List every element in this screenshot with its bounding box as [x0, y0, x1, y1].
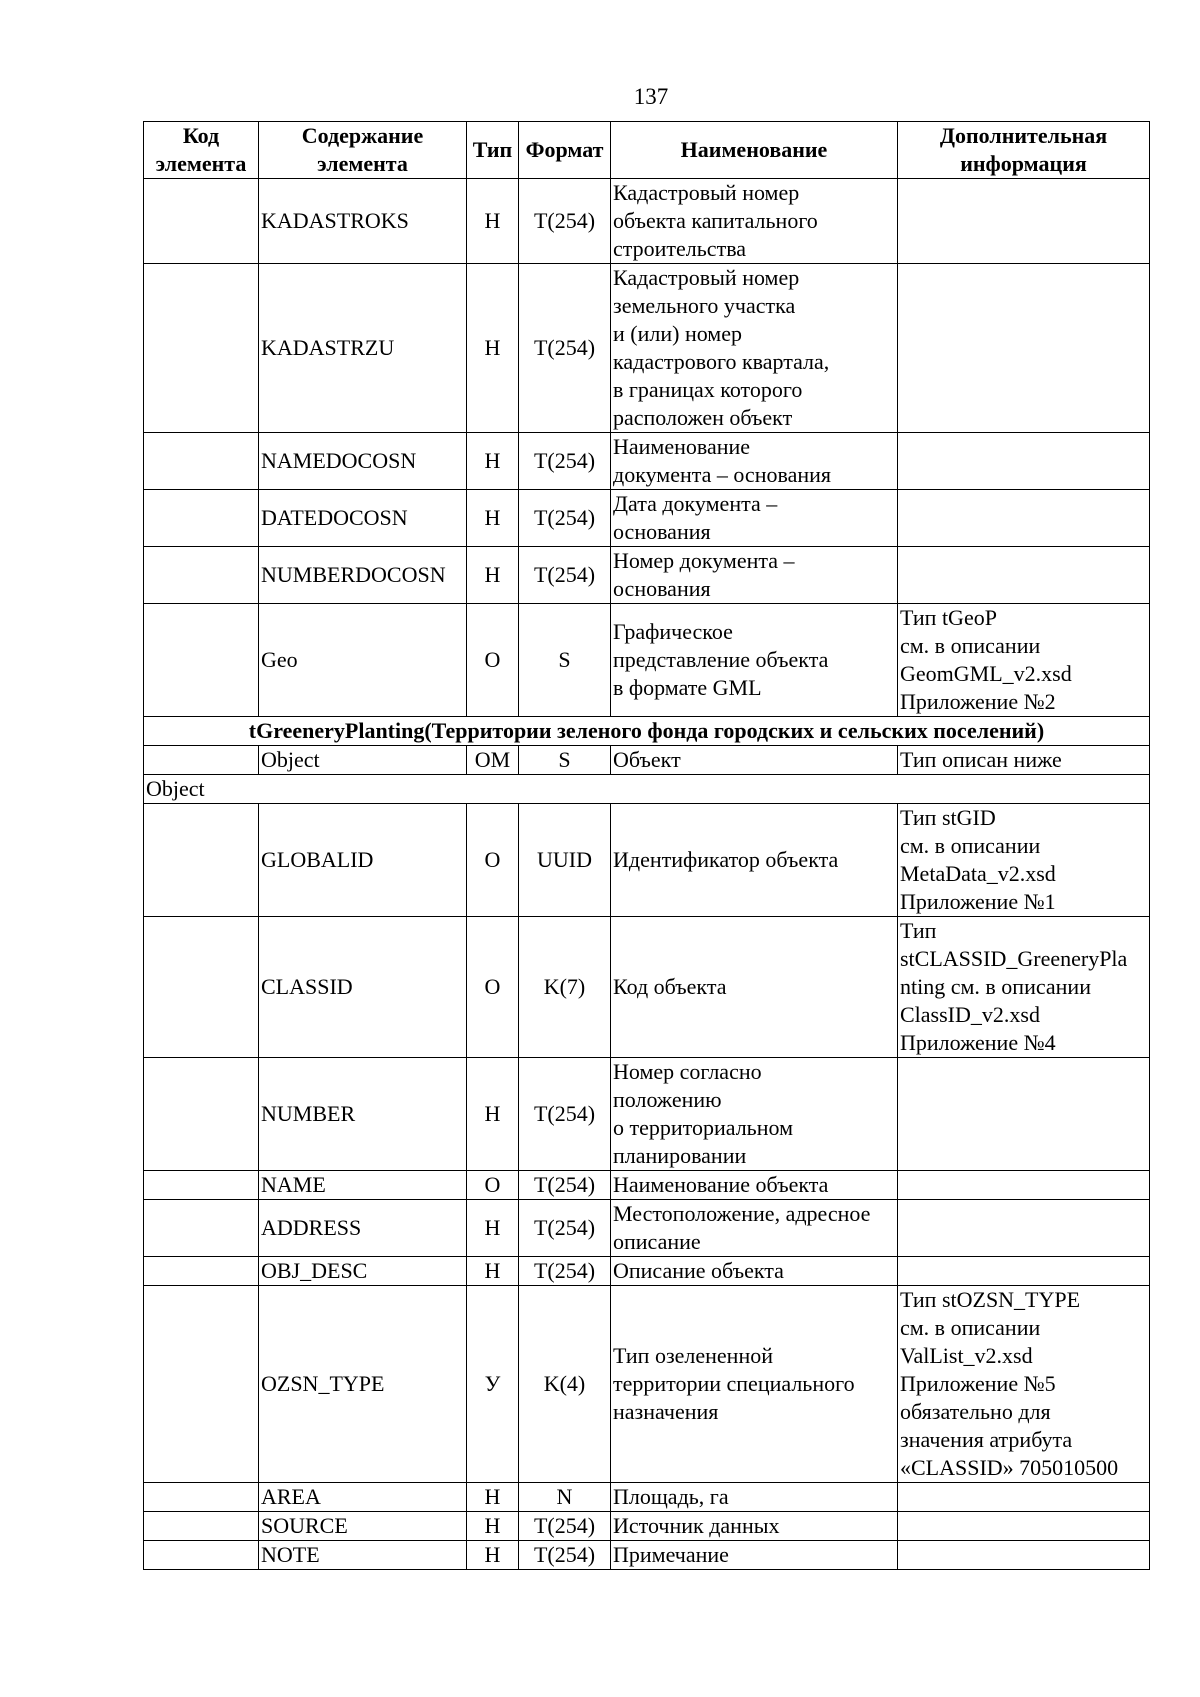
table-row [144, 1286, 1150, 1483]
cell-extra [898, 433, 1150, 490]
cell-content: NAMEDOCOSN [259, 433, 467, 490]
cell-type: Н [467, 1483, 519, 1512]
cell-code [144, 1171, 259, 1200]
table-row [144, 604, 1150, 717]
cell-type: ОМ [467, 746, 519, 775]
cell-content: OZSN_TYPE [259, 1286, 467, 1483]
header-type: Тип [467, 122, 519, 179]
cell-type: Н [467, 264, 519, 433]
cell-format: T(254) [519, 1058, 611, 1171]
cell-extra [898, 1171, 1150, 1200]
cell-format: T(254) [519, 1257, 611, 1286]
cell-type: О [467, 604, 519, 717]
cell-extra [898, 1512, 1150, 1541]
cell-format: T(254) [519, 179, 611, 264]
cell-extra: Тип stGID см. в описании MetaData_v2.xsd Приложение №1 [898, 804, 1150, 917]
spec-table [143, 121, 1150, 1570]
cell-extra [898, 1200, 1150, 1257]
table-row [144, 1058, 1150, 1171]
cell-extra [898, 179, 1150, 264]
cell-code [144, 804, 259, 917]
header-extra: Дополнительная информация [898, 122, 1150, 179]
cell-extra [898, 490, 1150, 547]
cell-content: NUMBERDOCOSN [259, 547, 467, 604]
subheader: Object [144, 775, 1150, 804]
table-row [144, 1171, 1150, 1200]
cell-code [144, 1483, 259, 1512]
cell-format: T(254) [519, 264, 611, 433]
cell-format: T(254) [519, 433, 611, 490]
header-name: Наименование [611, 122, 898, 179]
cell-name: Графическое представление объекта в формате GML [611, 604, 898, 717]
cell-code [144, 1286, 259, 1483]
table-row [144, 1200, 1150, 1257]
cell-name: Площадь, га [611, 1483, 898, 1512]
cell-type: О [467, 1171, 519, 1200]
cell-extra: Тип stCLASSID_GreeneryPla nting см. в описании ClassID_v2.xsd Приложение №4 [898, 917, 1150, 1058]
cell-content: DATEDOCOSN [259, 490, 467, 547]
table-row [144, 917, 1150, 1058]
cell-type: Н [467, 490, 519, 547]
cell-format: N [519, 1483, 611, 1512]
cell-content: NUMBER [259, 1058, 467, 1171]
cell-format: S [519, 746, 611, 775]
cell-format: T(254) [519, 1171, 611, 1200]
cell-content: CLASSID [259, 917, 467, 1058]
cell-type: Н [467, 1200, 519, 1257]
cell-code [144, 746, 259, 775]
cell-name: Тип озелененной территории специального назначения [611, 1286, 898, 1483]
cell-extra [898, 1058, 1150, 1171]
cell-format: S [519, 604, 611, 717]
table-row [144, 804, 1150, 917]
header-code: Код элемента [144, 122, 259, 179]
section-title-row [144, 717, 1150, 746]
header-content: Содержание элемента [259, 122, 467, 179]
table-row [144, 746, 1150, 775]
cell-code [144, 1200, 259, 1257]
cell-format: K(7) [519, 917, 611, 1058]
header-format: Формат [519, 122, 611, 179]
cell-code [144, 1512, 259, 1541]
cell-format: UUID [519, 804, 611, 917]
cell-code [144, 179, 259, 264]
cell-name: Источник данных [611, 1512, 898, 1541]
table-row [144, 1483, 1150, 1512]
cell-name: Кадастровый номер земельного участка и (или) номер кадастрового квартала, в границах которого расположен объект [611, 264, 898, 433]
cell-content: SOURCE [259, 1512, 467, 1541]
cell-content: Geo [259, 604, 467, 717]
cell-name: Номер согласно положению о территориальном планировании [611, 1058, 898, 1171]
cell-extra [898, 547, 1150, 604]
cell-format: T(254) [519, 490, 611, 547]
cell-name: Примечание [611, 1541, 898, 1570]
cell-code [144, 1541, 259, 1570]
cell-name: Описание объекта [611, 1257, 898, 1286]
cell-format: T(254) [519, 1512, 611, 1541]
cell-type: Н [467, 179, 519, 264]
cell-type: Н [467, 1058, 519, 1171]
cell-extra [898, 264, 1150, 433]
cell-code [144, 433, 259, 490]
cell-type: У [467, 1286, 519, 1483]
cell-name: Объект [611, 746, 898, 775]
cell-name: Дата документа – основания [611, 490, 898, 547]
table-row [144, 1257, 1150, 1286]
cell-content: NAME [259, 1171, 467, 1200]
cell-type: О [467, 917, 519, 1058]
cell-name: Кадастровый номер объекта капитального строительства [611, 179, 898, 264]
cell-name: Код объекта [611, 917, 898, 1058]
cell-code [144, 917, 259, 1058]
cell-format: T(254) [519, 1200, 611, 1257]
cell-code [144, 1257, 259, 1286]
cell-name: Наименование документа – основания [611, 433, 898, 490]
cell-type: О [467, 804, 519, 917]
table-row [144, 490, 1150, 547]
cell-name: Наименование объекта [611, 1171, 898, 1200]
cell-format: K(4) [519, 1286, 611, 1483]
cell-code [144, 547, 259, 604]
header-row [144, 122, 1150, 179]
cell-name: Местоположение, адресное описание [611, 1200, 898, 1257]
cell-type: Н [467, 547, 519, 604]
cell-type: Н [467, 1257, 519, 1286]
cell-content: OBJ_DESC [259, 1257, 467, 1286]
table-row [144, 1541, 1150, 1570]
section-title: tGreeneryPlanting(Территории зеленого фонда городских и сельских поселений) [144, 717, 1150, 746]
cell-extra: Тип описан ниже [898, 746, 1150, 775]
cell-extra [898, 1257, 1150, 1286]
cell-type: Н [467, 433, 519, 490]
page-number: 137 [633, 84, 669, 109]
table-row [144, 1512, 1150, 1541]
cell-code [144, 604, 259, 717]
cell-extra: Тип stOZSN_TYPE см. в описании ValList_v2.xsd Приложение №5 обязательно для значения атрибута «CLASSID» 705010500 [898, 1286, 1150, 1483]
cell-content: ADDRESS [259, 1200, 467, 1257]
cell-name: Номер документа – основания [611, 547, 898, 604]
cell-content: Object [259, 746, 467, 775]
cell-content: GLOBALID [259, 804, 467, 917]
cell-name: Идентификатор объекта [611, 804, 898, 917]
cell-format: T(254) [519, 1541, 611, 1570]
cell-content: NOTE [259, 1541, 467, 1570]
cell-extra [898, 1483, 1150, 1512]
cell-code [144, 1058, 259, 1171]
cell-code [144, 264, 259, 433]
cell-format: T(254) [519, 547, 611, 604]
table-row [144, 179, 1150, 264]
cell-extra: Тип tGeoP см. в описании GeomGML_v2.xsd Приложение №2 [898, 604, 1150, 717]
cell-type: Н [467, 1541, 519, 1570]
table-row [144, 264, 1150, 433]
cell-type: Н [467, 1512, 519, 1541]
cell-content: KADASTROKS [259, 179, 467, 264]
table-row [144, 547, 1150, 604]
cell-content: KADASTRZU [259, 264, 467, 433]
subheader-row [144, 775, 1150, 804]
cell-extra [898, 1541, 1150, 1570]
cell-code [144, 490, 259, 547]
table-row [144, 433, 1150, 490]
cell-content: AREA [259, 1483, 467, 1512]
